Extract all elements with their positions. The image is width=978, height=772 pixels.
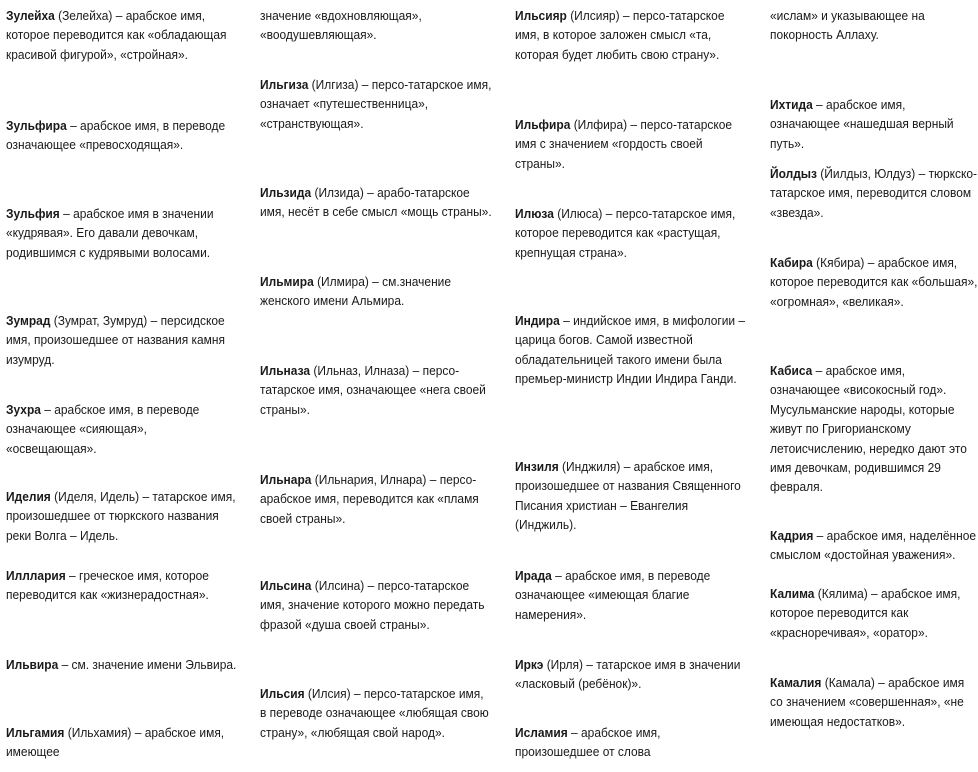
name-entry: Ильгиза (Илгиза) – персо-татарское имя, означает «путешественница», «странствующая». (260, 77, 492, 131)
entry-name: Инзиля (515, 459, 559, 474)
name-entry: Зульфия – арабское имя в значении «кудрявая». Его давали девочкам, родившимся с кудрявыми волосами. (6, 206, 214, 260)
name-entry: Исламия – арабское имя, произошедшее от слова (515, 725, 661, 760)
entry-name: Ильсияр (515, 8, 567, 23)
entry-name: Ильвира (6, 657, 59, 672)
name-entry: Зульфира – арабское имя, в переводе означающее «превосходящая». (6, 118, 226, 153)
entry-name: Ильнара (260, 472, 312, 487)
name-entry: Ильзида (Илзида) – арабо-татарское имя, несёт в себе смысл «мощь страны». (260, 185, 492, 220)
entry-name: Камалия (770, 675, 822, 690)
entry-name: Кадрия (770, 528, 814, 543)
entry-name: Иркэ (515, 657, 544, 672)
entry-name: Ильсия (260, 686, 305, 701)
entry-name: Исламия (515, 725, 568, 740)
name-entry: Ильсина (Илсина) – персо-татарское имя, значение которого можно передать фразой «душа своей страны». (260, 578, 485, 632)
name-entry: Зулейха (Зелейха) – арабское имя, которое переводится как «обладающая красивой фигурой», «стройная». (6, 8, 227, 62)
name-entry: «ислам» и указывающее на покорность Аллаху. (770, 8, 925, 43)
entry-name: Ильгамия (6, 725, 65, 740)
name-entry: Зухра – арабское имя, в переводе означающее «сияющая», «освещающая». (6, 402, 200, 456)
entry-name: Зульфия (6, 206, 60, 221)
name-entry: значение «вдохновляющая», «воодушевляющая». (260, 8, 422, 43)
entry-name: Ильфира (515, 117, 571, 132)
entry-name: Индира (515, 313, 560, 328)
entry-name: Зумрад (6, 313, 51, 328)
name-entry: Ильвира – см. значение имени Эльвира. (6, 657, 237, 672)
name-entry: Ильфира (Илфира) – персо-татарское имя с значением «гордость своей страны». (515, 117, 733, 171)
entry-name: Кабиса (770, 363, 813, 378)
name-entry: Индира – индийское имя, в мифологии – царица богов. Самой известной обладательницей такого имени была премьер-министр Индии Индира Ганди. (515, 313, 746, 387)
name-entry: Иркэ (Ирля) – татарское имя в значении «ласковый (ребёнок)». (515, 657, 741, 692)
entry-name: Зульфира (6, 118, 67, 133)
name-entry: Зумрад (Зумрат, Зумруд) – персидское имя, произошедшее от названия камня изумруд. (6, 313, 226, 367)
name-entry: Йолдыз (Йилдыз, Юлдуз) – тюркско-татарское имя, переводится словом «звезда». (770, 166, 978, 220)
name-entry: Камалия (Камала) – арабское имя со значением «совершенная», «не имеющая недостатков». (770, 675, 965, 729)
entry-name: Ильсина (260, 578, 312, 593)
name-entry: Ильсия (Илсия) – персо-татарское имя, в переводе означающее «любящая свою страну», «любящая свой народ». (260, 686, 489, 740)
entry-name: Ихтида (770, 97, 813, 112)
name-entry: Илллария – греческое имя, которое переводится как «жизнерадостная». (6, 568, 209, 603)
name-entry: Калима (Кялима) – арабское имя, которое переводится как «красноречивая», «оратор». (770, 586, 961, 640)
entry-name: Калима (770, 586, 815, 601)
entry-name: Зулейха (6, 8, 55, 23)
entry-name: Кабира (770, 255, 813, 270)
entry-name: Ильмира (260, 274, 314, 289)
name-entry: Илюза (Илюса) – персо-татарское имя, которое переводится как «растущая, крепнущая страна». (515, 206, 736, 260)
name-entry: Кадрия – арабское имя, наделённое смыслом «достойная уважения». (770, 528, 977, 563)
name-entry: Иделия (Иделя, Идель) – татарское имя, произошедшее от тюркского названия реки Волга – Идель. (6, 489, 236, 543)
name-entry: Ильнара (Ильнария, Илнара) – персо-арабское имя, переводится как «пламя своей страны». (260, 472, 479, 526)
name-entry: Инзиля (Инджиля) – арабское имя, произошедшее от названия Священного Писания христиан – Евангелия (Инджиль). (515, 459, 741, 533)
name-entry: Ихтида – арабское имя, означающее «нашедшая верный путь». (770, 97, 954, 151)
entry-name: Ильгиза (260, 77, 309, 92)
name-entry: Ирада – арабское имя, в переводе означающее «имеющая благие намерения». (515, 568, 711, 622)
entry-name: Ильзида (260, 185, 312, 200)
name-entry: Ильсияр (Илсияр) – персо-татарское имя, в которое заложен смысл «та, которая будет любить свою страну». (515, 8, 725, 62)
entry-name: Иделия (6, 489, 51, 504)
entry-name: Илюза (515, 206, 554, 221)
entry-name: Зухра (6, 402, 41, 417)
entry-name: Ирада (515, 568, 552, 583)
entry-name: Ильназа (260, 363, 311, 378)
entry-name: Йолдыз (770, 166, 817, 181)
entry-name: Илллария (6, 568, 66, 583)
name-entry: Ильгамия (Ильхамия) – арабское имя, имеющее (6, 725, 225, 760)
name-entry: Кабира (Кябира) – арабское имя, которое переводится как «большая», «огромная», «великая». (770, 255, 978, 309)
name-entry: Ильмира (Илмира) – см.значение женского имени Альмира. (260, 274, 452, 309)
name-entry: Кабиса – арабское имя, означающее «високосный год». Мусульманские народы, которые живут по Григорианскому летоисчислению, нередко дают это имя девочкам, родившимся 29 февраля. (770, 363, 967, 495)
name-entry: Ильназа (Ильназ, Илназа) – персо-татарское имя, означающее «нега своей страны». (260, 363, 486, 417)
